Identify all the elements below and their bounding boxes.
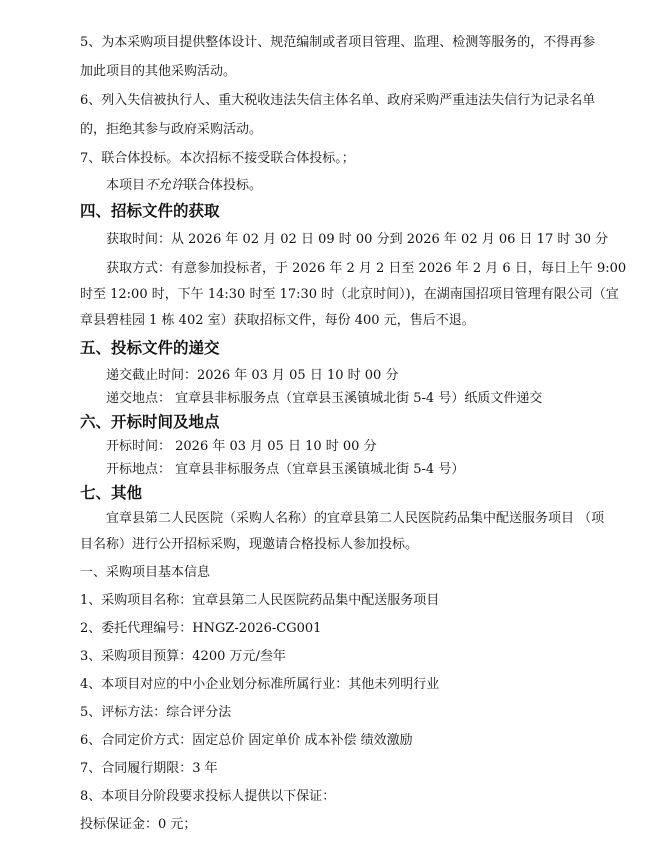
- item-contract-period: 7、合同履行期限：3 年: [80, 761, 218, 776]
- bid-bond: 投标保证金：0 元；: [80, 817, 197, 832]
- consortium-text-a: 本项目: [106, 178, 146, 193]
- consortium-text-c: 联合体投标。: [184, 178, 263, 193]
- item-pricing-method: 6、合同定价方式：固定总价 固定单价 成本补偿 绩效激励: [80, 733, 413, 748]
- clause-6-line-2: 的，拒绝其参与政府采购活动。: [80, 122, 263, 137]
- submission-place: 递交地点： 宜章县非标服务点（宜章县玉溪镇城北街 5-4 号）纸质文件递交: [106, 391, 543, 406]
- item-agency-number: 2、委托代理编号：HNGZ-2026-CG001: [80, 621, 322, 636]
- section-heading-4: 四、招标文件的获取: [80, 202, 220, 220]
- invitation-line-2: 目名称）进行公开招标采购，现邀请合格投标人参加投标。: [80, 537, 419, 552]
- invitation-line-1: 宜章县第二人民医院（采购人名称）的宜章县第二人民医院药品集中配送服务项目 （项: [106, 511, 605, 526]
- opening-place: 开标地点： 宜章县非标服务点（宜章县玉溪镇城北街 5-4 号）: [106, 462, 465, 477]
- item-guarantee: 8、本项目分阶段要求投标人提供以下保证：: [80, 789, 336, 804]
- basic-info-heading: 一、采购项目基本信息: [80, 565, 211, 580]
- item-evaluation-method: 5、评标方法：综合评分法: [80, 705, 232, 720]
- clause-7-line-1: 7、联合体投标。本次招标不接受联合体投标。；: [80, 151, 355, 166]
- clause-6-line-1: 6、列入失信被执行人、重大税收违法失信主体名单、政府采购严重违法失信行为记录名单: [80, 93, 596, 108]
- item-project-name: 1、采购项目名称：宜章县第二人民医院药品集中配送服务项目: [80, 593, 440, 608]
- obtain-method-line-1: 获取方式：有意参加投标者，于 2026 年 2 月 2 日至 2026 年 2 月 6 日，每日上午 9:00: [106, 261, 627, 276]
- opening-time: 开标时间： 2026 年 03 月 05 日 10 时 00 分: [106, 439, 377, 454]
- obtain-method-line-2: 时至 12:00 时，下午 14:30 时至 17:30 时（北京时间）)，在湖南国招项目管理有限公司（宜: [80, 287, 619, 302]
- obtain-method-line-3: 章县碧桂园 1 栋 402 室）获取招标文件，每份 400 元，售后不退。: [80, 313, 475, 328]
- clause-7-line-2: [106, 177, 262, 195]
- section-heading-6: 六、开标时间及地点: [80, 413, 220, 431]
- submission-deadline: 递交截止时间：2026 年 03 月 05 日 10 时 00 分: [106, 368, 399, 383]
- clause-5-line-2: 加此项目的其他采购活动。: [80, 64, 237, 79]
- section-heading-7: 七、其他: [80, 484, 143, 502]
- item-industry: 4、本项目对应的中小企业划分标准所属行业：其他未列明行业: [80, 677, 440, 692]
- consortium-not-allowed: 不允许: [145, 178, 185, 193]
- obtain-time: 获取时间：从 2026 年 02 月 02 日 09 时 00 分到 2026 年 02 月 06 日 17 时 30 分: [106, 232, 609, 247]
- clause-5-line-1: 5、为本采购项目提供整体设计、规范编制或者项目管理、监理、检测等服务的，不得再参: [80, 35, 596, 50]
- section-heading-5: 五、投标文件的递交: [80, 339, 220, 357]
- item-budget: 3、采购项目预算：4200 万元/叁年: [80, 649, 286, 664]
